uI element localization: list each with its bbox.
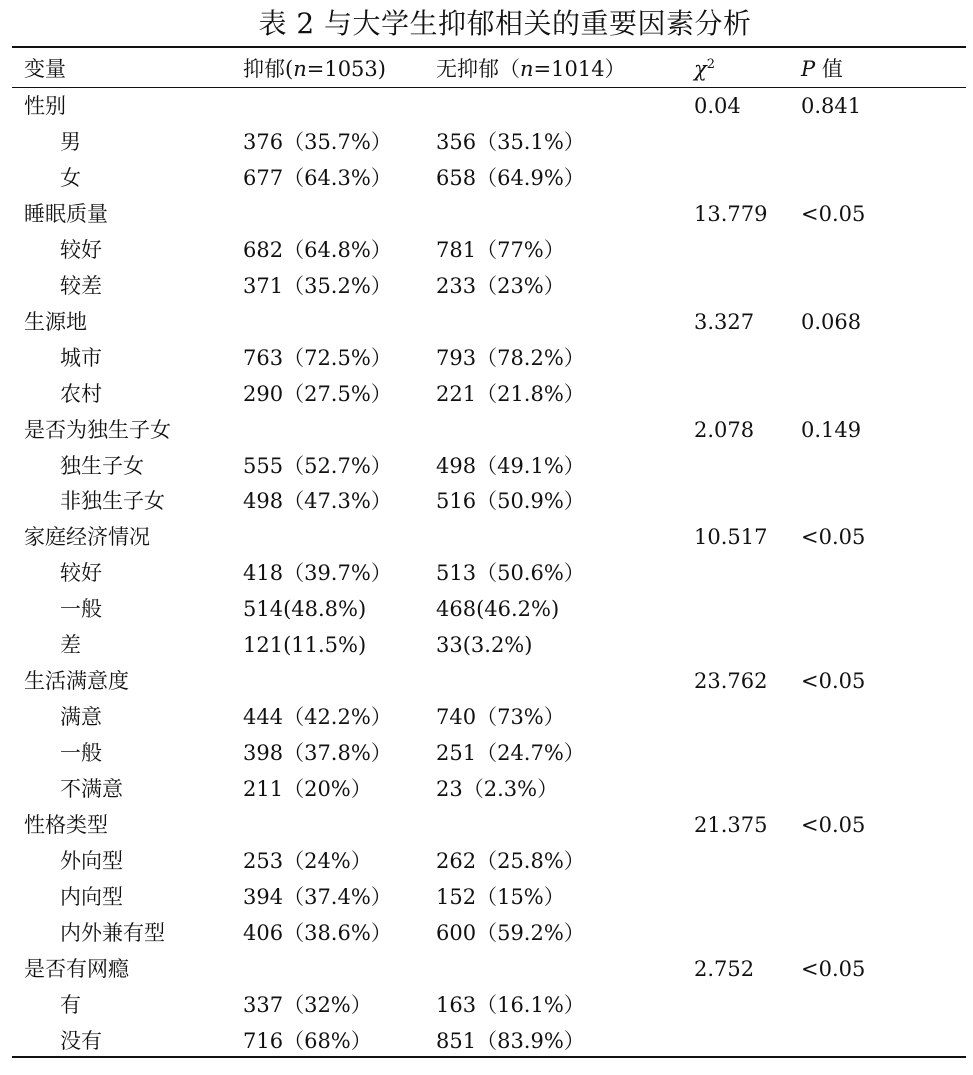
category-label: 较差 bbox=[60, 273, 102, 298]
header-p-suffix: 值 bbox=[815, 57, 843, 81]
table-row bbox=[0, 124, 973, 160]
depressed-count: 677（64.3%） bbox=[243, 165, 392, 190]
nondepressed-count: 513（50.6%） bbox=[436, 561, 585, 586]
header-p-value bbox=[801, 51, 843, 87]
category-label: 农村 bbox=[60, 381, 102, 406]
table-group-row bbox=[0, 304, 973, 340]
category-label: 外向型 bbox=[60, 848, 123, 873]
category-label: 内向型 bbox=[60, 884, 123, 909]
header-variable: 变量 bbox=[24, 57, 66, 81]
depressed-count: 763（72.5%） bbox=[243, 345, 392, 370]
nondepressed-count: 468(46.2%) bbox=[436, 597, 560, 622]
nondepressed-count: 740（73%） bbox=[436, 705, 565, 730]
chi-square-value: 2.078 bbox=[694, 417, 755, 442]
nondepressed-count: 251（24.7%） bbox=[436, 741, 585, 766]
depressed-count: 682（64.8%） bbox=[243, 237, 392, 262]
table-row bbox=[0, 591, 973, 627]
chi-square-value: 10.517 bbox=[694, 525, 768, 550]
header-depressed bbox=[243, 51, 386, 87]
category-label: 一般 bbox=[60, 741, 102, 766]
p-value: 0.149 bbox=[801, 417, 862, 442]
p-value: <0.05 bbox=[801, 813, 866, 837]
table-group-row bbox=[0, 951, 973, 987]
depressed-count: 498（47.3%） bbox=[243, 489, 392, 514]
nondepressed-count: 498（49.1%） bbox=[436, 453, 585, 478]
table-row bbox=[0, 268, 973, 304]
table-row bbox=[0, 735, 973, 771]
header-nondepressed-prefix: 无抑郁（ bbox=[436, 57, 520, 81]
nondepressed-count: 152（15%） bbox=[436, 884, 565, 909]
nondepressed-count: 793（78.2%） bbox=[436, 345, 585, 370]
group-label: 是否有网瘾 bbox=[24, 956, 129, 981]
chi-square-value: 0.04 bbox=[694, 94, 741, 118]
depressed-count: 211（20%） bbox=[243, 777, 372, 802]
header-nondepressed-suffix: =1014） bbox=[533, 57, 626, 81]
table-title: 表 2 与大学生抑郁相关的重要因素分析 bbox=[258, 7, 752, 40]
table-row bbox=[0, 699, 973, 735]
table-group-row bbox=[0, 88, 973, 124]
table-row bbox=[0, 1023, 973, 1059]
depressed-count: 394（37.4%） bbox=[243, 884, 392, 909]
depressed-count: 716（68%） bbox=[243, 1028, 372, 1053]
header-chi-square bbox=[694, 51, 715, 87]
depressed-count: 371（35.2%） bbox=[243, 273, 392, 298]
chi-square-value: 3.327 bbox=[694, 309, 755, 334]
category-label: 男 bbox=[60, 129, 81, 154]
table-row bbox=[0, 879, 973, 915]
depressed-count: 253（24%） bbox=[243, 848, 372, 873]
chi-square-value: 21.375 bbox=[694, 813, 768, 837]
p-value: <0.05 bbox=[801, 956, 866, 981]
header-chi-symbol: χ bbox=[694, 57, 707, 81]
p-value: <0.05 bbox=[801, 525, 866, 550]
depressed-count: 555（52.7%） bbox=[243, 453, 392, 478]
depressed-count: 514(48.8%) bbox=[243, 597, 367, 622]
nondepressed-count: 33(3.2%) bbox=[436, 633, 533, 658]
table-group-row bbox=[0, 196, 973, 232]
group-label: 生活满意度 bbox=[24, 669, 129, 694]
p-value: <0.05 bbox=[801, 201, 866, 226]
header-nondepressed-n: n bbox=[520, 57, 534, 81]
table-row bbox=[0, 160, 973, 196]
category-label: 有 bbox=[60, 992, 81, 1017]
nondepressed-count: 262（25.8%） bbox=[436, 848, 585, 873]
group-label: 性格类型 bbox=[24, 813, 108, 837]
table-row bbox=[0, 627, 973, 663]
table-row bbox=[0, 448, 973, 484]
depressed-count: 398（37.8%） bbox=[243, 741, 392, 766]
chi-square-value: 2.752 bbox=[694, 956, 755, 981]
nondepressed-count: 233（23%） bbox=[436, 273, 565, 298]
table-row bbox=[0, 340, 973, 376]
nondepressed-count: 221（21.8%） bbox=[436, 381, 585, 406]
group-label: 家庭经济情况 bbox=[24, 525, 150, 550]
depressed-count: 290（27.5%） bbox=[243, 381, 392, 406]
table-row bbox=[0, 771, 973, 807]
table-group-row bbox=[0, 519, 973, 555]
group-label: 生源地 bbox=[24, 309, 87, 334]
table-row bbox=[0, 987, 973, 1023]
header-depressed-suffix: =1053) bbox=[306, 57, 386, 81]
chi-square-value: 13.779 bbox=[694, 201, 768, 226]
nondepressed-count: 781（77%） bbox=[436, 237, 565, 262]
table-row bbox=[0, 232, 973, 268]
table-group-row bbox=[0, 663, 973, 699]
nondepressed-count: 23（2.3%） bbox=[436, 777, 559, 802]
table-group-row bbox=[0, 807, 973, 843]
category-label: 一般 bbox=[60, 597, 102, 622]
category-label: 没有 bbox=[60, 1028, 102, 1053]
table-row bbox=[0, 376, 973, 412]
table-row bbox=[0, 915, 973, 951]
table-row bbox=[0, 555, 973, 591]
nondepressed-count: 851（83.9%） bbox=[436, 1028, 585, 1053]
depressed-count: 337（32%） bbox=[243, 992, 372, 1017]
header-p-symbol: P bbox=[801, 57, 816, 81]
category-label: 差 bbox=[60, 633, 81, 658]
p-value: 0.068 bbox=[801, 309, 862, 334]
depressed-count: 418（39.7%） bbox=[243, 561, 392, 586]
category-label: 满意 bbox=[60, 705, 102, 730]
p-value: 0.841 bbox=[801, 94, 862, 118]
table-row bbox=[0, 483, 973, 519]
category-label: 城市 bbox=[60, 345, 102, 370]
nondepressed-count: 600（59.2%） bbox=[436, 920, 585, 945]
chi-square-value: 23.762 bbox=[694, 669, 768, 694]
header-depressed-prefix: 抑郁( bbox=[243, 57, 294, 81]
group-label: 睡眠质量 bbox=[24, 201, 108, 226]
depressed-count: 121(11.5%) bbox=[243, 633, 367, 658]
p-value: <0.05 bbox=[801, 669, 866, 694]
category-label: 独生子女 bbox=[60, 453, 144, 478]
nondepressed-count: 356（35.1%） bbox=[436, 129, 585, 154]
nondepressed-count: 658（64.9%） bbox=[436, 165, 585, 190]
nondepressed-count: 163（16.1%） bbox=[436, 992, 585, 1017]
category-label: 较好 bbox=[60, 561, 102, 586]
header-depressed-n: n bbox=[293, 57, 307, 81]
table-row bbox=[0, 843, 973, 879]
table-header-row bbox=[0, 51, 973, 87]
category-label: 较好 bbox=[60, 237, 102, 262]
category-label: 不满意 bbox=[60, 777, 123, 802]
category-label: 女 bbox=[60, 165, 81, 190]
header-nondepressed bbox=[436, 51, 626, 87]
category-label: 非独生子女 bbox=[60, 489, 165, 514]
category-label: 内外兼有型 bbox=[60, 920, 165, 945]
header-chi-superscript: 2 bbox=[706, 57, 716, 72]
nondepressed-count: 516（50.9%） bbox=[436, 489, 585, 514]
depressed-count: 376（35.7%） bbox=[243, 129, 392, 154]
depressed-count: 444（42.2%） bbox=[243, 705, 392, 730]
top-rule bbox=[12, 46, 966, 48]
depressed-count: 406（38.6%） bbox=[243, 920, 392, 945]
group-label: 性别 bbox=[24, 94, 66, 118]
table-group-row bbox=[0, 412, 973, 448]
group-label: 是否为独生子女 bbox=[24, 417, 171, 442]
